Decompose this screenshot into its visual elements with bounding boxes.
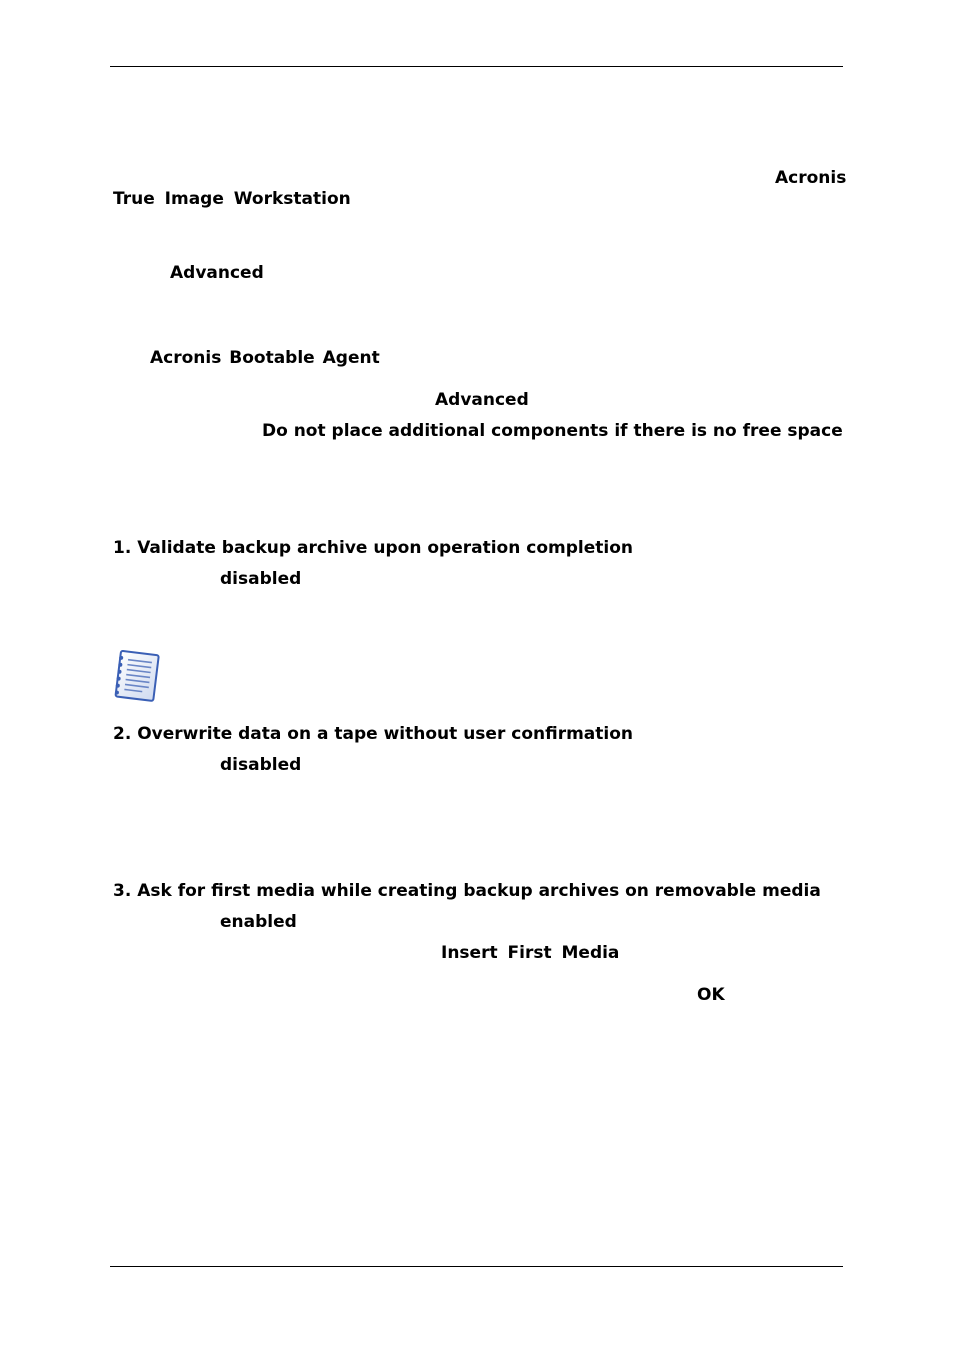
ok-label: OK — [697, 985, 725, 1005]
bootable-agent-label: Acronis Bootable Agent — [150, 348, 380, 368]
acronis-label: Acronis — [775, 168, 847, 188]
option-3-state: enabled — [220, 912, 297, 932]
option-2-title: 2. Overwrite data on a tape without user confirmation — [113, 724, 634, 744]
do-not-place-option: Do not place additional components if there is no free space — [262, 421, 843, 441]
option-2-state: disabled — [220, 755, 302, 775]
option-1-state: disabled — [220, 569, 302, 589]
product-name: True Image Workstation — [113, 189, 351, 209]
advanced-label-2: Advanced — [435, 390, 529, 410]
advanced-label-1: Advanced — [170, 263, 264, 283]
option-3-title: 3. Ask for first media while creating backup archives on removable media — [113, 881, 821, 901]
insert-first-media-label: Insert First Media — [441, 943, 620, 963]
option-1-title: 1. Validate backup archive upon operation completion — [113, 538, 633, 558]
footer-rule — [110, 1266, 843, 1267]
notepad-icon — [110, 648, 166, 706]
header-rule — [110, 66, 843, 67]
